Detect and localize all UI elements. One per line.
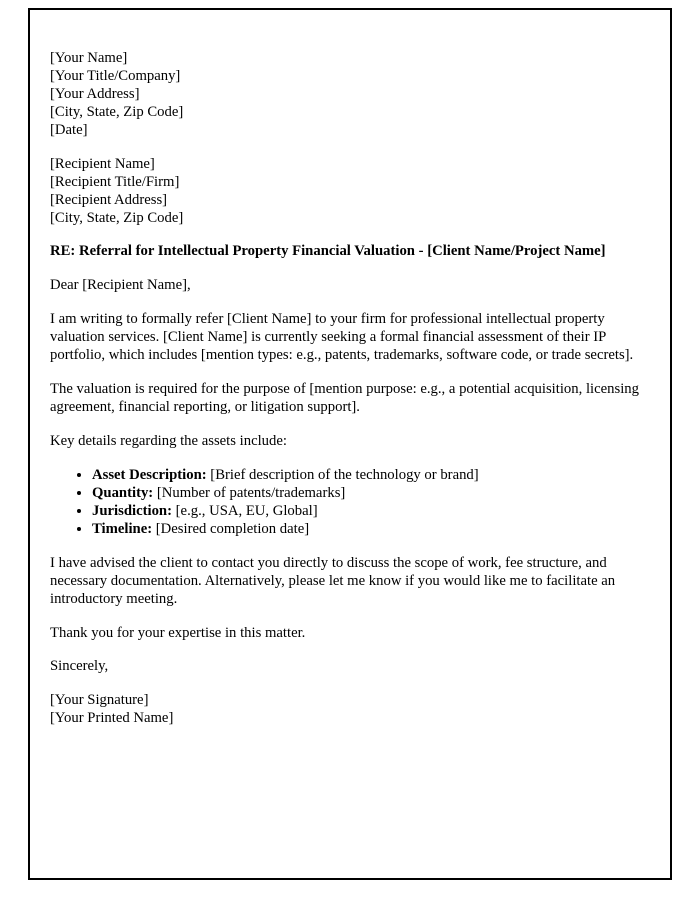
signature-line: [Your Signature] (50, 692, 149, 709)
list-item-asset-description (92, 467, 646, 485)
sender-name: [Your Name] (50, 50, 128, 66)
letter-page (28, 8, 672, 880)
recipient-name: [Recipient Name] (50, 155, 155, 172)
printed-name-line: [Your Printed Name] (50, 710, 174, 727)
salutation: Dear [Recipient Name], (50, 277, 191, 294)
signature-block (50, 692, 646, 728)
paragraph-thanks: Thank you for your expertise in this matter. (50, 624, 306, 641)
bullet-text: [Brief description of the technology or brand] (206, 466, 479, 483)
recipient-city-state-zip: [City, State, Zip Code] (50, 209, 184, 226)
bullet-text: [e.g., USA, EU, Global] (171, 502, 318, 519)
recipient-address-block (50, 156, 646, 228)
paragraph-referral-intro: I am writing to formally refer [Client Name] to your firm for professional intellectual property valuation services. [Client Name] is currently seeking a formal financial assessment of their IP portfolio, which includes [mention types: e.g., patents, trademarks, software code, or trade secrets]. (50, 311, 634, 364)
bullet-label: Asset Description: (92, 466, 207, 483)
letter-body (50, 50, 646, 728)
closing: Sincerely, (50, 658, 109, 675)
paragraph-valuation-purpose: The valuation is required for the purpose of [mention purpose: e.g., a potential acquisition, licensing agreement, financial reporting, or litigation support]. (50, 381, 639, 416)
letter-date: [Date] (50, 121, 88, 138)
sender-address: [Your Address] (50, 85, 140, 102)
bullet-label: Jurisdiction: (92, 502, 172, 519)
recipient-address: [Recipient Address] (50, 191, 168, 208)
paragraph-next-steps: I have advised the client to contact you directly to discuss the scope of work, fee structure, and necessary documentation. Alternatively, please let me know if you would like me to facilitate an introductory meeting. (50, 554, 616, 607)
sender-title-company: [Your Title/Company] (50, 67, 181, 84)
bullet-text: [Desired completion date] (152, 520, 310, 537)
sender-city-state-zip: [City, State, Zip Code] (50, 103, 184, 120)
list-item-jurisdiction (92, 503, 646, 521)
paragraph-key-details-lead: Key details regarding the assets include: (50, 433, 287, 449)
bullet-text: [Number of patents/trademarks] (153, 484, 346, 501)
list-item-timeline (92, 521, 646, 539)
sender-address-block (50, 50, 646, 140)
bullet-label: Timeline: (92, 520, 153, 537)
key-details-list (50, 467, 646, 539)
recipient-title-firm: [Recipient Title/Firm] (50, 173, 180, 190)
list-item-quantity (92, 485, 646, 503)
subject-line: RE: Referral for Intellectual Property Financial Valuation - [Client Name/Project Name] (50, 243, 606, 260)
bullet-label: Quantity: (92, 484, 154, 501)
